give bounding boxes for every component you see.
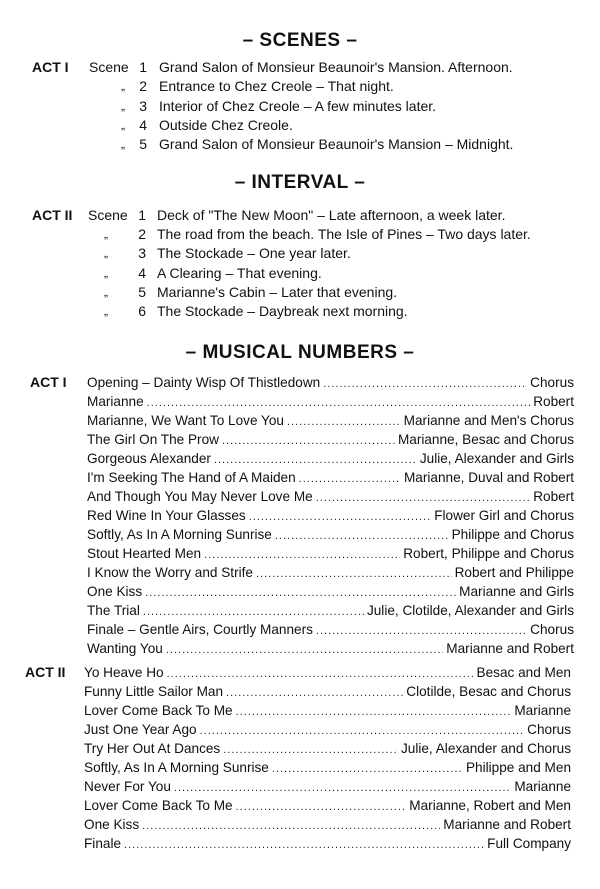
song-performers: Full Company <box>487 836 571 851</box>
scene-description: A Clearing – That evening. <box>157 264 322 281</box>
song-performers: Marianne <box>514 703 571 718</box>
song-title: The Girl On The Prow <box>87 432 219 447</box>
musical-number-row <box>84 701 571 720</box>
song-performers: Marianne and Men's Chorus <box>403 413 574 428</box>
song-performers: Marianne, Duval and Robert <box>403 470 574 485</box>
song-title: And Though You May Never Love Me <box>87 489 313 504</box>
song-title: Lover Come Back To Me <box>84 798 233 813</box>
musical-number-row <box>84 663 571 682</box>
musical-number-row <box>87 525 574 544</box>
musical-number-row <box>87 468 574 487</box>
song-performers: Julie, Clotilde, Alexander and Girls <box>366 603 574 618</box>
song-title: Opening – Dainty Wisp Of Thistledown <box>87 375 321 390</box>
song-performers: Chorus <box>527 722 571 737</box>
scene-number: 1 <box>139 59 147 75</box>
scene-description: Deck of "The New Moon" – Late afternoon, a week later. <box>157 207 506 223</box>
scene-number: 4 <box>138 264 146 281</box>
scene-description: Marianne's Cabin – Later that evening. <box>157 283 398 300</box>
song-performers: Besac and Men <box>476 665 571 680</box>
song-performers: Robert and Philippe <box>454 565 574 580</box>
scene-number: 6 <box>138 303 146 319</box>
musical-number-row <box>84 777 571 796</box>
musical-number-row <box>84 758 571 777</box>
scene-prefix: „ <box>104 304 108 318</box>
scene-row <box>88 225 560 244</box>
song-performers: Robert, Philippe and Chorus <box>403 546 574 561</box>
scene-row <box>88 283 560 302</box>
song-title: Gorgeous Alexander <box>87 451 211 466</box>
scene-prefix: „ <box>121 117 125 132</box>
scene-number: 5 <box>139 136 147 153</box>
song-performers: Chorus <box>530 622 574 637</box>
musical-number-row <box>87 506 574 525</box>
musical-number-row <box>87 601 574 620</box>
song-performers: Chorus <box>530 375 574 390</box>
dot-leader <box>124 836 484 855</box>
dot-leader <box>166 641 443 660</box>
scene-row <box>88 206 560 225</box>
song-performers: Julie, Alexander and Girls <box>419 451 574 466</box>
act2-numbers-label: ACT II <box>25 664 66 680</box>
song-performers: Marianne <box>514 779 571 794</box>
song-title: Softly, As In A Morning Sunrise <box>87 527 272 542</box>
scene-number: 2 <box>139 78 147 95</box>
musical-number-row <box>87 392 574 411</box>
scene-number: 5 <box>138 283 146 300</box>
musical-number-row <box>84 682 571 701</box>
scene-row <box>89 135 560 154</box>
song-performers: Robert <box>533 394 574 409</box>
musical-number-row <box>84 834 571 853</box>
song-performers: Marianne, Besac and Chorus <box>397 432 574 447</box>
scene-description: Grand Salon of Monsieur Beaunoir's Mansion. Afternoon. <box>159 59 513 75</box>
song-performers: Flower Girl and Chorus <box>434 508 574 523</box>
song-title: Finale – Gentle Airs, Courtly Manners <box>87 622 313 637</box>
scene-description: The road from the beach. The Isle of Pines – Two days later. <box>157 226 531 243</box>
song-title: Just One Year Ago <box>84 722 197 737</box>
scene-prefix: „ <box>104 227 108 242</box>
song-performers: Robert <box>533 489 574 504</box>
scene-row <box>88 264 560 283</box>
song-title: The Trial <box>87 603 140 618</box>
song-title: I Know the Worry and Strife <box>87 565 253 580</box>
song-performers: Marianne, Robert and Men <box>409 798 571 813</box>
song-title: Funny Little Sailor Man <box>84 684 224 699</box>
song-title: One Kiss <box>84 817 140 832</box>
scene-row <box>89 58 560 77</box>
scene-prefix: „ <box>121 98 125 113</box>
act1-numbers-label: ACT I <box>30 374 67 390</box>
musical-number-row <box>87 639 574 658</box>
scene-number: 1 <box>138 207 146 223</box>
musical-number-row <box>84 796 571 815</box>
song-title: Never For You <box>84 779 171 794</box>
interval-heading: – INTERVAL – <box>234 172 366 193</box>
musical-number-row <box>84 739 571 758</box>
song-title: I'm Seeking The Hand of A Maiden <box>87 470 296 485</box>
scene-description: Outside Chez Creole. <box>159 116 293 133</box>
song-title: Yo Heave Ho <box>84 665 164 680</box>
song-title: Softly, As In A Morning Sunrise <box>84 760 269 775</box>
musical-number-row <box>87 449 574 468</box>
song-title: One Kiss <box>87 584 143 599</box>
scene-prefix: „ <box>104 284 108 299</box>
act2-scenes-label: ACT II <box>32 207 73 223</box>
scene-description: Grand Salon of Monsieur Beaunoir's Mansion – Midnight. <box>159 136 514 153</box>
scene-description: The Stockade – One year later. <box>157 245 351 262</box>
musical-number-row <box>87 582 574 601</box>
musical-number-row <box>87 411 574 430</box>
scene-number: 2 <box>138 226 146 243</box>
scene-prefix: „ <box>121 79 125 94</box>
song-title: Lover Come Back To Me <box>84 703 233 718</box>
scene-prefix: Scene <box>88 207 128 223</box>
song-performers: Philippe and Men <box>465 760 571 775</box>
act1-scenes-label: ACT I <box>32 59 69 75</box>
musical-number-row <box>84 815 571 834</box>
song-performers: Marianne and Robert <box>443 817 571 832</box>
song-title: Wanting You <box>87 641 163 656</box>
scene-prefix: „ <box>121 137 125 152</box>
musical-number-row <box>87 544 574 563</box>
song-title: Marianne <box>87 394 144 409</box>
scene-row <box>88 244 560 263</box>
scenes-heading: – SCENES – <box>242 30 358 51</box>
scene-prefix: „ <box>104 265 108 280</box>
song-title: Stout Hearted Men <box>87 546 202 561</box>
scene-number: 4 <box>139 116 147 133</box>
song-title: Marianne, We Want To Love You <box>87 413 284 428</box>
musical-number-row <box>87 430 574 449</box>
song-performers: Marianne and Girls <box>459 584 574 599</box>
scene-number: 3 <box>138 245 146 262</box>
musical-numbers-heading: – MUSICAL NUMBERS – <box>185 342 415 363</box>
scene-description: Interior of Chez Creole – A few minutes later. <box>159 97 437 114</box>
scene-number: 3 <box>139 97 147 114</box>
musical-number-row <box>87 487 574 506</box>
scene-description: Entrance to Chez Creole – That night. <box>159 78 394 95</box>
song-performers: Clotilde, Besac and Chorus <box>406 684 571 699</box>
scene-prefix: Scene <box>89 59 129 75</box>
song-performers: Marianne and Robert <box>446 641 574 656</box>
scene-row <box>89 97 560 116</box>
song-performers: Philippe and Chorus <box>451 527 574 542</box>
song-title: Finale <box>84 836 122 851</box>
scene-description: The Stockade – Daybreak next morning. <box>157 303 408 319</box>
musical-number-row <box>87 563 574 582</box>
musical-number-row <box>84 720 571 739</box>
scene-prefix: „ <box>104 246 108 261</box>
song-title: Try Her Out At Dances <box>84 741 221 756</box>
scene-row <box>89 77 560 96</box>
song-performers: Julie, Alexander and Chorus <box>400 741 571 756</box>
song-title: Red Wine In Your Glasses <box>87 508 246 523</box>
musical-number-row <box>87 373 574 392</box>
scene-row <box>89 116 560 135</box>
scene-row <box>88 302 560 321</box>
musical-number-row <box>87 620 574 639</box>
